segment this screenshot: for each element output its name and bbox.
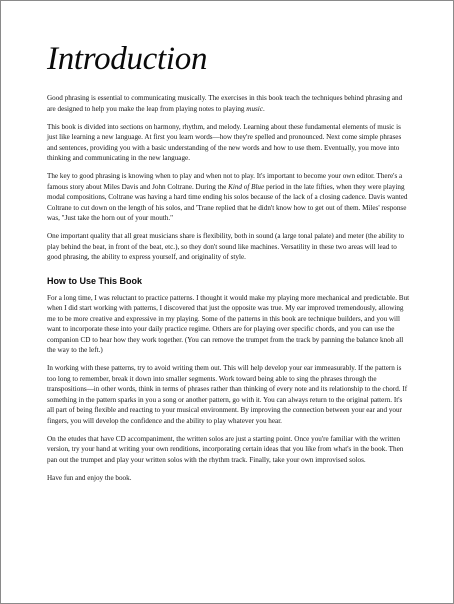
intro-paragraph-1	[47, 93, 411, 114]
intro-paragraph-4: One important quality that all great musicians share is flexibility, both in sound (a large tonal palate) and meter (the ability to play behind the beat, in front of the beat, etc.), so they don't sound like machines. Versatility in these two areas will lead to good phrasing, the ability to express yourself, and originality of style.	[47, 232, 405, 261]
album-title-kind-of-blue: Kind of Blue	[228, 182, 265, 191]
page-title: Introduction	[47, 41, 208, 77]
page-body	[47, 93, 411, 491]
intro-p3-rest: period in the late fifties, when they were playing modal compositions, Coltrane was having a hard time ending his solos because of the lack of a closing cadence. Davis wanted Coltrane to cut down on the length of his solos, and 'Trane replied that he didn't know how to get out of them. Miles' response was, "Just take the horn out of your mouth."	[47, 182, 408, 222]
intro-p3-text: The key to good phrasing is knowing when to play and when not to play. It's important to become your own editor. There's a famous story about Miles Davis and John Coltrane. During the	[47, 172, 403, 191]
section-paragraph-3: On the etudes that have CD accompaniment, the written solos are just a starting point. Once you're familiar with the written version, try your hand at writing your own renditions, incorporating certain ideas that you like from what's in the book. Then pan out the trumpet and play your written solos with the rhythm track. Finally, take your own improvised solos.	[47, 434, 404, 464]
intro-paragraph-2: This book is divided into sections on harmony, rhythm, and melody. Learning about these fundamental elements of music is just like learning a new language. At first you learn words—how they're spelled and pronounced. Next come simple phrases and sentences, providing you with a basic understanding of the new words and how to use them. Eventually, you move into thinking and communicating in the new language.	[47, 122, 402, 162]
section-paragraph-4: Have fun and enjoy the book.	[47, 473, 132, 482]
intro-p1-end: .	[262, 104, 265, 113]
section-paragraph-2: In working with these patterns, try to avoid writing them out. This will help develop your ear immeasurably. If the pattern is too long to remember, break it down into smaller segments. Work toward being able to sing the phrases through the transpositions—in other words, think in terms of phrases rather than thinking of every note and its relationship to the chord. If something in the pattern sparks in you a song or another pattern, go with it. You can always return to the original pattern. It's all part of being flexible and reacting to your musical environment. By improving the connection between your ear and your fingers, you will develop the confidence and the ability to play whatever you hear.	[47, 364, 408, 425]
intro-paragraph-3	[47, 171, 411, 224]
section-paragraph-1: For a long time, I was reluctant to practice patterns. I thought it would make my playing more mechanical and predictable. But when I did start working with patterns, I discovered that just the opposite was true. My ear improved tremendously, allowing me to be more creative and expressive in my playing. Some of the patterns in this book are technique builders, and you will want to incorporate these into your daily practice regime. Others are for playing over specific chords, and you can use the companion CD to hear how they work together. (You can remove the trumpet from the track by panning the balance knob all the way to the left.)	[47, 293, 410, 354]
intro-p1-text: Good phrasing is essential to communicating musically. The exercises in this book teach the techniques behind phrasing and are designed to help you make the leap from playing notes to playing	[47, 94, 403, 113]
intro-p1-emphasis: music	[246, 104, 263, 113]
section-heading-how-to-use: How to Use This Book	[47, 275, 143, 286]
